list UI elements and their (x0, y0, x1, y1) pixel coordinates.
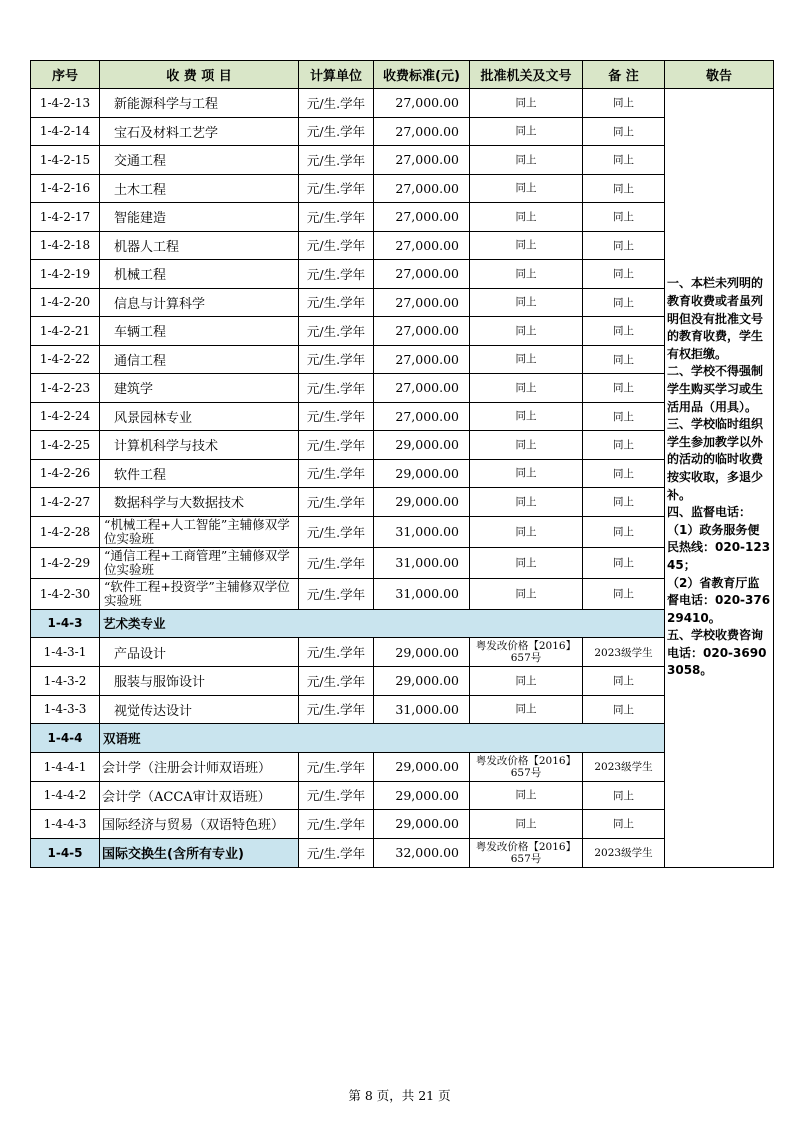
row-item: 视觉传达设计 (100, 695, 299, 724)
row-item: 国际交换生(含所有专业) (100, 838, 299, 867)
row-note: 同上 (583, 431, 665, 460)
notice-panel (665, 89, 774, 868)
row-unit: 元/生.学年 (299, 89, 374, 118)
row-code: 1-4-2-23 (31, 374, 100, 403)
row-item: 产品设计 (100, 638, 299, 667)
row-item: 宝石及材料工艺学 (100, 117, 299, 146)
row-amount: 29,000.00 (374, 667, 470, 696)
row-item: 新能源科学与工程 (100, 89, 299, 118)
row-authority: 粤发改价格【2016】657号 (470, 638, 583, 667)
row-unit: 元/生.学年 (299, 288, 374, 317)
row-code: 1-4-2-26 (31, 459, 100, 488)
table-row (31, 667, 774, 696)
row-amount: 29,000.00 (374, 431, 470, 460)
row-note: 同上 (583, 667, 665, 696)
table-row (31, 638, 774, 667)
row-item: 会计学（注册会计师双语班） (100, 752, 299, 781)
table-row (31, 288, 774, 317)
row-item: 国际经济与贸易（双语特色班） (100, 810, 299, 839)
section-title: 艺术类专业 (100, 609, 665, 638)
table-row (31, 260, 774, 289)
row-item: 计算机科学与技术 (100, 431, 299, 460)
row-item: “软件工程+投资学”主辅修双学位实验班 (100, 578, 299, 609)
row-code: 1-4-2-24 (31, 402, 100, 431)
row-code: 1-4-2-30 (31, 578, 100, 609)
row-code: 1-4-2-28 (31, 516, 100, 547)
row-unit: 元/生.学年 (299, 117, 374, 146)
row-authority: 同上 (470, 345, 583, 374)
row-note: 同上 (583, 488, 665, 517)
row-amount: 27,000.00 (374, 288, 470, 317)
row-unit: 元/生.学年 (299, 402, 374, 431)
row-note: 同上 (583, 231, 665, 260)
row-authority: 同上 (470, 146, 583, 175)
row-amount: 31,000.00 (374, 547, 470, 578)
row-code: 1-4-2-17 (31, 203, 100, 232)
header-authority: 批准机关及文号 (470, 61, 583, 89)
row-code: 1-4-3-2 (31, 667, 100, 696)
fee-table (30, 60, 774, 868)
row-note: 同上 (583, 117, 665, 146)
row-item: 机器人工程 (100, 231, 299, 260)
row-authority: 同上 (470, 667, 583, 696)
row-amount: 27,000.00 (374, 174, 470, 203)
row-unit: 元/生.学年 (299, 752, 374, 781)
row-item: 服装与服饰设计 (100, 667, 299, 696)
table-row (31, 547, 774, 578)
row-unit: 元/生.学年 (299, 317, 374, 346)
table-row (31, 488, 774, 517)
row-item: 建筑学 (100, 374, 299, 403)
row-authority: 同上 (470, 288, 583, 317)
row-unit: 元/生.学年 (299, 488, 374, 517)
row-note: 同上 (583, 345, 665, 374)
row-note: 同上 (583, 260, 665, 289)
row-authority: 同上 (470, 203, 583, 232)
row-amount: 27,000.00 (374, 117, 470, 146)
row-amount: 27,000.00 (374, 374, 470, 403)
row-code: 1-4-2-14 (31, 117, 100, 146)
row-item: “通信工程+工商管理”主辅修双学位实验班 (100, 547, 299, 578)
row-authority: 同上 (470, 781, 583, 810)
table-row (31, 231, 774, 260)
row-note: 同上 (583, 174, 665, 203)
row-authority: 同上 (470, 374, 583, 403)
row-unit: 元/生.学年 (299, 838, 374, 867)
row-authority: 同上 (470, 459, 583, 488)
table-row (31, 374, 774, 403)
row-unit: 元/生.学年 (299, 345, 374, 374)
row-authority: 同上 (470, 402, 583, 431)
row-authority: 同上 (470, 431, 583, 460)
row-note: 同上 (583, 810, 665, 839)
row-note: 同上 (583, 89, 665, 118)
table-row (31, 459, 774, 488)
row-code: 1-4-3-1 (31, 638, 100, 667)
row-unit: 元/生.学年 (299, 174, 374, 203)
table-row (31, 516, 774, 547)
row-unit: 元/生.学年 (299, 459, 374, 488)
row-amount: 29,000.00 (374, 752, 470, 781)
notice-line: （2）省教育厅监督电话：020-37629410。 (667, 575, 771, 625)
row-code: 1-4-4-2 (31, 781, 100, 810)
row-amount: 27,000.00 (374, 260, 470, 289)
row-amount: 27,000.00 (374, 402, 470, 431)
notice-line: 三、学校临时组织学生参加教学以外的活动的临时收费按实收取，多退少补。 (667, 417, 764, 502)
notice-line: 五、学校收费咨询电话：020-36903058。 (667, 628, 767, 678)
row-note: 同上 (583, 547, 665, 578)
table-row (31, 317, 774, 346)
table-row (31, 695, 774, 724)
row-note: 同上 (583, 402, 665, 431)
notice-line: 二、学校不得强制学生购买学习或生活用品（用具）。 (667, 364, 764, 414)
row-note: 同上 (583, 578, 665, 609)
section-title: 双语班 (100, 724, 665, 753)
header-note: 备 注 (583, 61, 665, 89)
table-row (31, 578, 774, 609)
row-amount: 27,000.00 (374, 345, 470, 374)
row-note: 同上 (583, 374, 665, 403)
row-amount: 27,000.00 (374, 231, 470, 260)
row-unit: 元/生.学年 (299, 231, 374, 260)
row-code: 1-4-4-1 (31, 752, 100, 781)
table-row (31, 117, 774, 146)
row-code: 1-4-2-27 (31, 488, 100, 517)
row-code: 1-4-2-19 (31, 260, 100, 289)
row-unit: 元/生.学年 (299, 431, 374, 460)
row-amount: 29,000.00 (374, 810, 470, 839)
row-note: 同上 (583, 781, 665, 810)
table-row (31, 203, 774, 232)
row-unit: 元/生.学年 (299, 578, 374, 609)
section-row (31, 724, 774, 753)
row-code: 1-4-2-21 (31, 317, 100, 346)
row-note: 同上 (583, 146, 665, 175)
row-amount: 31,000.00 (374, 695, 470, 724)
row-amount: 27,000.00 (374, 317, 470, 346)
row-code: 1-4-2-22 (31, 345, 100, 374)
row-item: 风景园林专业 (100, 402, 299, 431)
table-row (31, 89, 774, 118)
row-amount: 31,000.00 (374, 578, 470, 609)
row-unit: 元/生.学年 (299, 810, 374, 839)
row-unit: 元/生.学年 (299, 781, 374, 810)
row-authority: 同上 (470, 578, 583, 609)
row-unit: 元/生.学年 (299, 374, 374, 403)
notice-line: 四、监督电话： (667, 505, 752, 520)
row-amount: 29,000.00 (374, 488, 470, 517)
row-amount: 29,000.00 (374, 781, 470, 810)
row-unit: 元/生.学年 (299, 547, 374, 578)
row-code: 1-4-2-18 (31, 231, 100, 260)
table-row (31, 431, 774, 460)
row-item: 数据科学与大数据技术 (100, 488, 299, 517)
row-code: 1-4-2-15 (31, 146, 100, 175)
section-code: 1-4-4 (31, 724, 100, 753)
header-row (31, 61, 774, 89)
notice-line: （1）政务服务便民热线：020-12345； (667, 522, 771, 572)
section-code: 1-4-3 (31, 609, 100, 638)
row-item: 土木工程 (100, 174, 299, 203)
row-authority: 同上 (470, 260, 583, 289)
row-amount: 27,000.00 (374, 146, 470, 175)
row-code: 1-4-2-29 (31, 547, 100, 578)
table-row-exchange (31, 838, 774, 867)
row-note: 2023级学生 (583, 838, 665, 867)
row-item: 交通工程 (100, 146, 299, 175)
row-code: 1-4-2-16 (31, 174, 100, 203)
row-item: 信息与计算科学 (100, 288, 299, 317)
header-standard: 收费标准(元) (374, 61, 470, 89)
row-note: 同上 (583, 695, 665, 724)
row-note: 同上 (583, 317, 665, 346)
row-item: 智能建造 (100, 203, 299, 232)
row-note: 2023级学生 (583, 752, 665, 781)
page-footer: 第 8 页，共 21 页 (348, 1088, 451, 1103)
row-amount: 27,000.00 (374, 89, 470, 118)
row-unit: 元/生.学年 (299, 260, 374, 289)
row-code: 1-4-4-3 (31, 810, 100, 839)
row-authority: 粤发改价格【2016】657号 (470, 752, 583, 781)
row-item: 会计学（ACCA审计双语班） (100, 781, 299, 810)
table-row (31, 810, 774, 839)
row-code: 1-4-2-13 (31, 89, 100, 118)
table-row (31, 402, 774, 431)
row-authority: 同上 (470, 810, 583, 839)
header-code: 序号 (31, 61, 100, 89)
row-item: 机械工程 (100, 260, 299, 289)
row-authority: 同上 (470, 488, 583, 517)
table-row (31, 781, 774, 810)
row-item: 车辆工程 (100, 317, 299, 346)
row-unit: 元/生.学年 (299, 667, 374, 696)
row-code: 1-4-3-3 (31, 695, 100, 724)
table-row (31, 752, 774, 781)
row-unit: 元/生.学年 (299, 516, 374, 547)
row-amount: 27,000.00 (374, 203, 470, 232)
row-note: 同上 (583, 203, 665, 232)
header-item: 收 费 项 目 (100, 61, 299, 89)
notice-line: 一、本栏未列明的教育收费或者虽列明但没有批准文号的教育收费，学生有权拒缴。 (667, 276, 764, 361)
row-item: “机械工程+人工智能”主辅修双学位实验班 (100, 516, 299, 547)
row-authority: 同上 (470, 89, 583, 118)
table-row (31, 174, 774, 203)
row-note: 2023级学生 (583, 638, 665, 667)
row-amount: 32,000.00 (374, 838, 470, 867)
row-item: 软件工程 (100, 459, 299, 488)
row-code: 1-4-2-20 (31, 288, 100, 317)
row-authority: 同上 (470, 174, 583, 203)
row-note: 同上 (583, 288, 665, 317)
row-code: 1-4-5 (31, 838, 100, 867)
row-authority: 同上 (470, 117, 583, 146)
row-authority: 同上 (470, 547, 583, 578)
table-row (31, 345, 774, 374)
row-amount: 31,000.00 (374, 516, 470, 547)
row-authority: 同上 (470, 231, 583, 260)
row-note: 同上 (583, 516, 665, 547)
row-authority: 同上 (470, 695, 583, 724)
row-note: 同上 (583, 459, 665, 488)
row-code: 1-4-2-25 (31, 431, 100, 460)
section-row (31, 609, 774, 638)
row-authority: 同上 (470, 317, 583, 346)
row-authority: 同上 (470, 516, 583, 547)
row-item: 通信工程 (100, 345, 299, 374)
header-notice: 敬告 (665, 61, 774, 89)
row-authority: 粤发改价格【2016】657号 (470, 838, 583, 867)
row-amount: 29,000.00 (374, 638, 470, 667)
row-amount: 29,000.00 (374, 459, 470, 488)
header-unit: 计算单位 (299, 61, 374, 89)
row-unit: 元/生.学年 (299, 695, 374, 724)
row-unit: 元/生.学年 (299, 146, 374, 175)
row-unit: 元/生.学年 (299, 203, 374, 232)
table-row (31, 146, 774, 175)
row-unit: 元/生.学年 (299, 638, 374, 667)
